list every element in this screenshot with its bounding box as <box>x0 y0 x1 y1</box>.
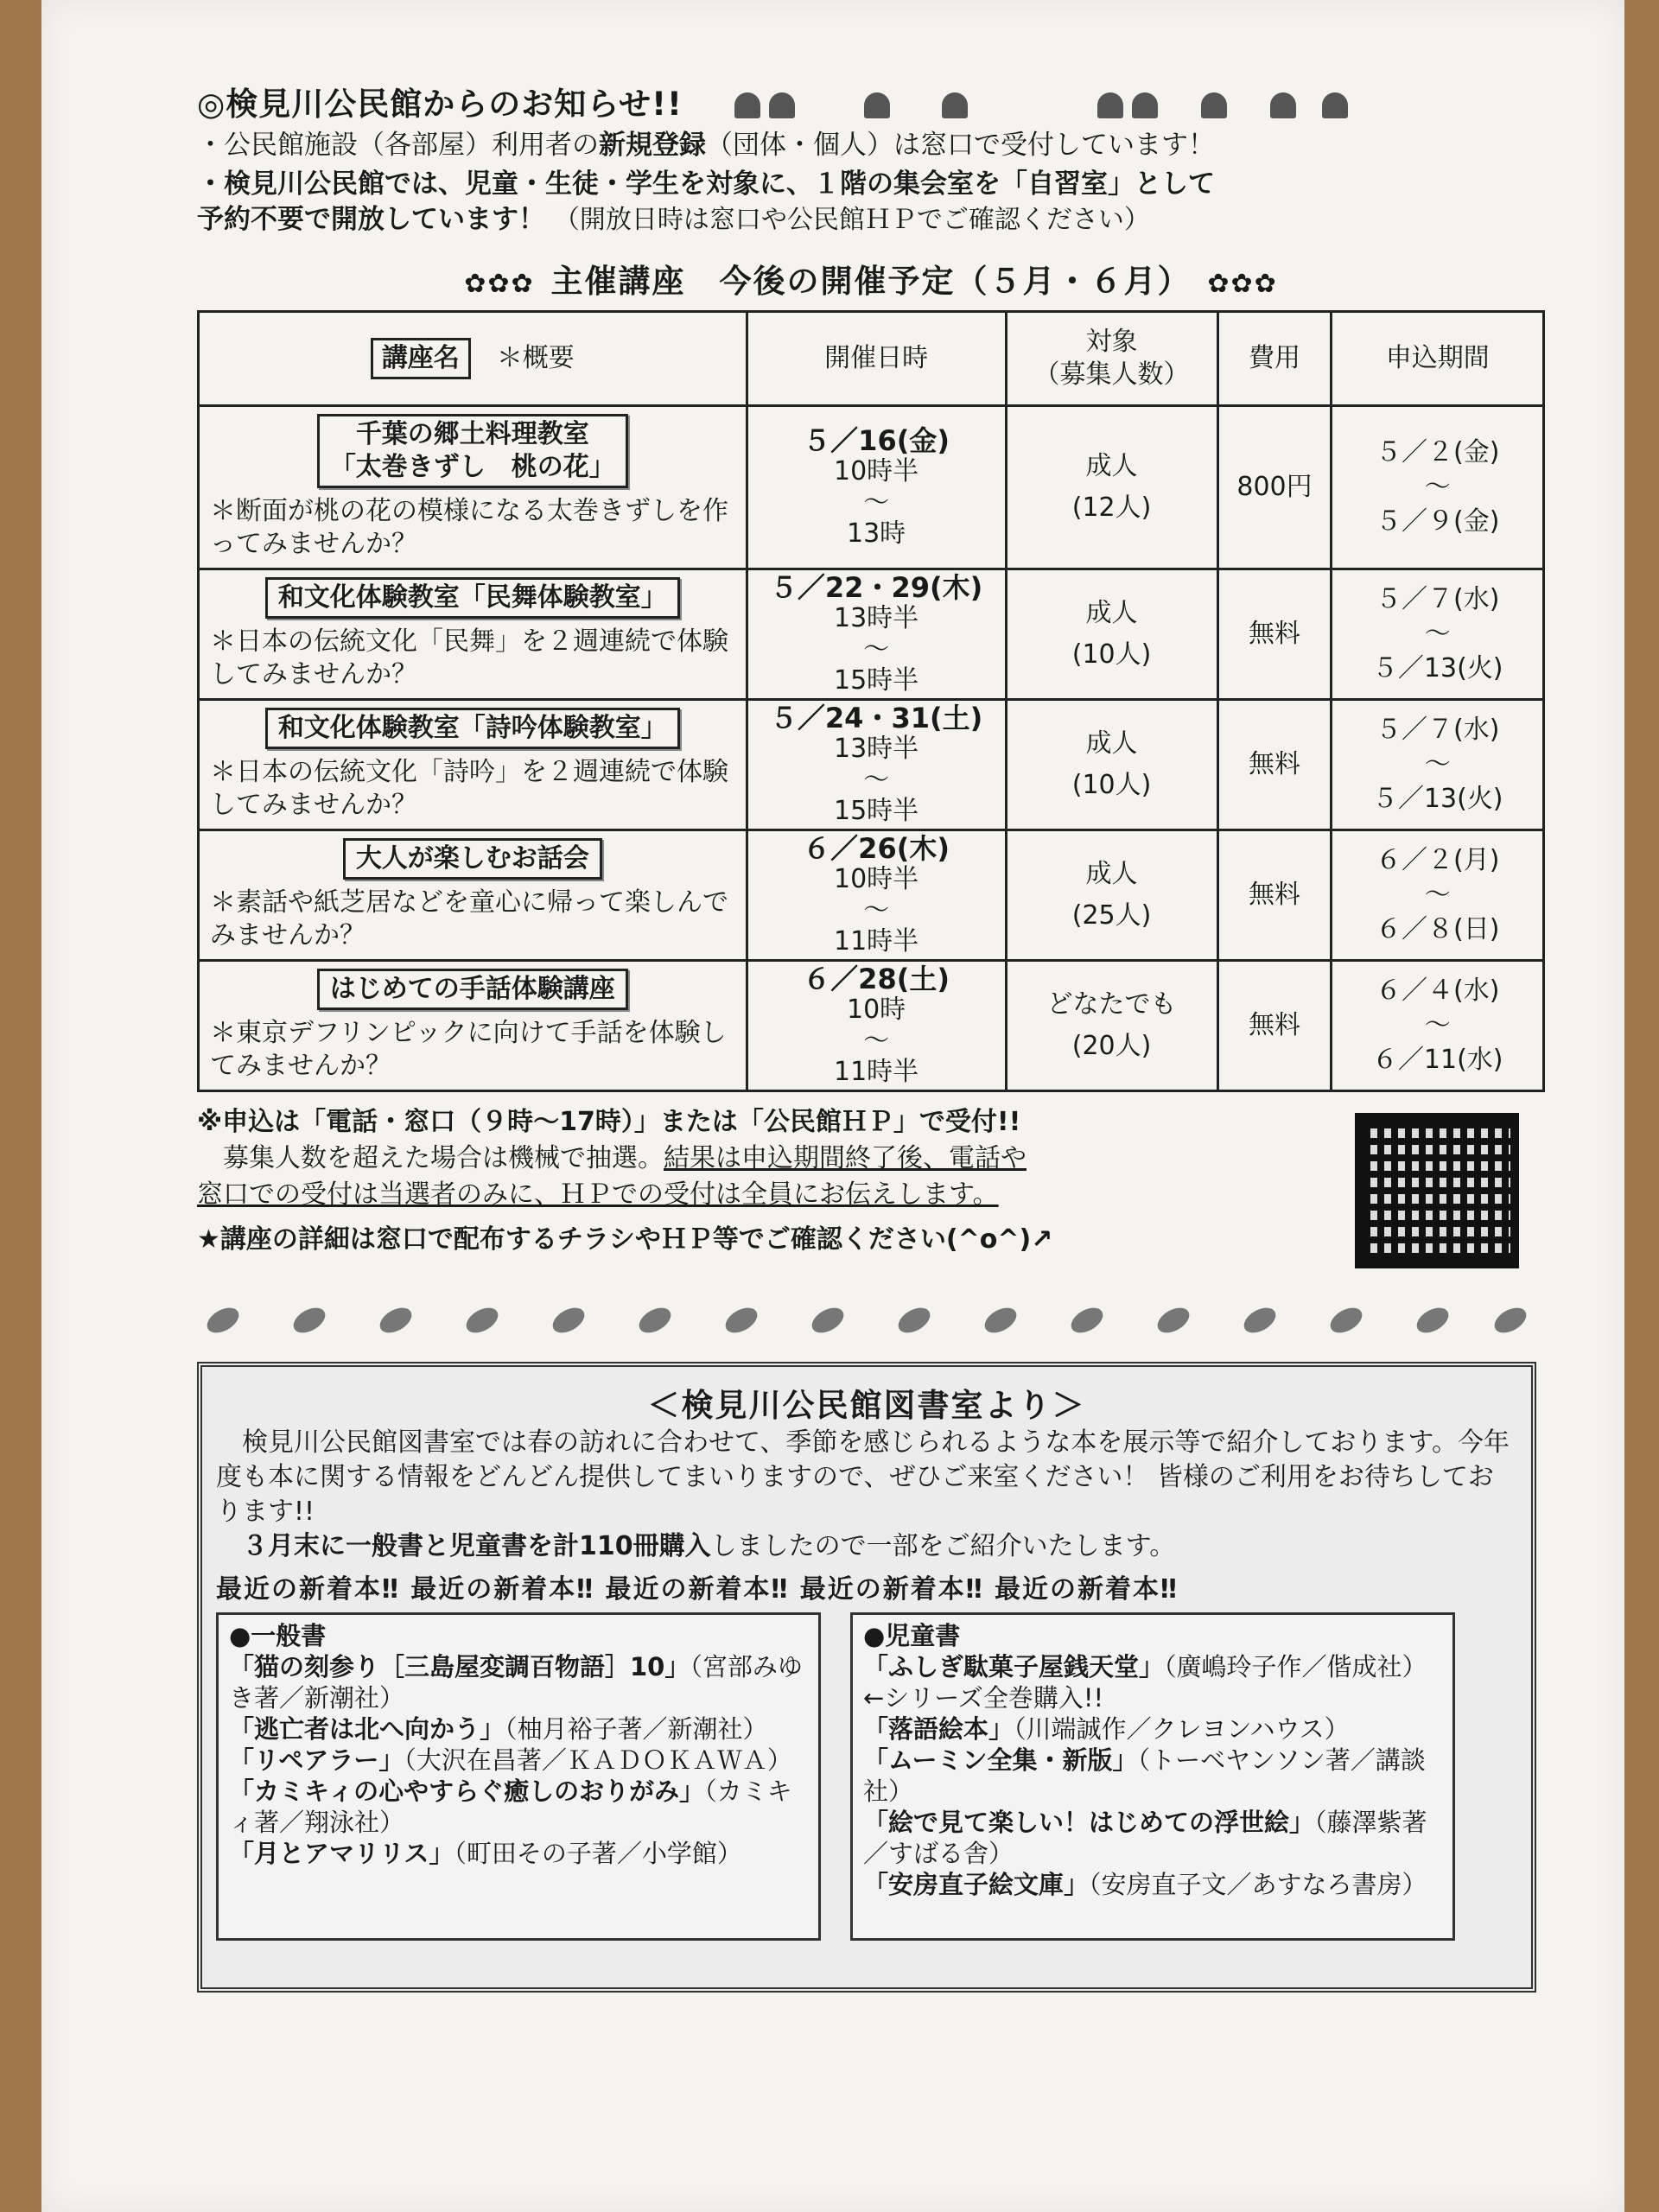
period-end: ５／13(火) <box>1371 784 1503 814</box>
flower-icon: ✿✿✿ <box>1207 269 1278 299</box>
children-books-heading: ●児童書 <box>863 1621 961 1650</box>
time-separator: 〜 <box>863 765 890 795</box>
book-item <box>229 1745 808 1776</box>
table-header-row <box>199 312 1544 406</box>
book-item <box>229 1776 808 1838</box>
library-purchase-bold: ３月末に一般書と児童書を計110冊購入 <box>242 1531 711 1561</box>
course-description: ＊日本の伝統文化「民舞」を２週連続で体験してみませんか？ <box>210 626 728 690</box>
start-time: 13時半 <box>833 734 919 764</box>
notice-content <box>197 78 1545 1993</box>
target-audience: 成人 <box>1085 728 1138 759</box>
book-info: （町田その子著／小学館） <box>454 1839 742 1868</box>
schedule-title <box>197 255 1545 302</box>
period-cell <box>1332 700 1544 830</box>
leaf-border-decoration <box>197 1293 1545 1353</box>
book-info: （安房直子文／あすなろ書房） <box>1089 1870 1427 1899</box>
book-title: 「リペアラー」 <box>229 1745 404 1775</box>
course-cell <box>199 569 747 700</box>
target-cell <box>1006 406 1217 569</box>
library-purchase <box>216 1529 1517 1564</box>
book-item <box>229 1713 808 1745</box>
period-end: ５／13(火) <box>1371 653 1503 683</box>
course-name-box <box>265 577 680 619</box>
table-row <box>199 700 1544 830</box>
book-info: （藤澤紫著／すばる舎） <box>863 1808 1427 1868</box>
apply-line1 <box>197 1104 1545 1141</box>
course-cell <box>199 961 747 1091</box>
fee-cell: 無料 <box>1217 700 1332 830</box>
end-time: 13時 <box>846 518 906 549</box>
book-item <box>229 1838 808 1869</box>
fee-cell: 無料 <box>1217 830 1332 961</box>
book-title: 「逃亡者は北へ向かう」 <box>229 1714 505 1744</box>
end-time: 15時半 <box>833 665 919 696</box>
period-start: ５／７(水) <box>1375 584 1500 614</box>
tree-icon <box>734 92 760 118</box>
course-date: ６／28(土) <box>803 963 950 995</box>
header-row <box>197 78 1545 124</box>
apply-line1-text: ※申込は「電話・窓口（９時〜17時）」または「公民館ＨＰ」で受付!! <box>197 1107 1021 1137</box>
fee-cell: 無料 <box>1217 961 1332 1091</box>
date-cell <box>747 830 1006 961</box>
leaf-icon <box>203 1303 244 1338</box>
end-time: 15時半 <box>833 796 919 826</box>
course-description: ＊素話や紙芝居などを童心に帰って楽しんでみませんか？ <box>210 887 728 950</box>
start-time: 10時 <box>846 995 906 1025</box>
book-title: 「ふしぎ駄菓子屋銭天堂」 <box>863 1652 1165 1681</box>
course-name-line2: 「太巻きずし 桃の花」 <box>329 452 615 482</box>
fee-cell: 無料 <box>1217 569 1332 700</box>
target-audience: 成人 <box>1085 451 1138 481</box>
tree-decoration <box>717 84 1545 118</box>
leaf-icon <box>1240 1303 1281 1338</box>
course-name-box <box>317 414 628 488</box>
notice1-text-end: （団体・個人）は窓口で受付しています！ <box>706 130 1215 161</box>
date-cell <box>747 700 1006 830</box>
course-description: ＊東京デフリンピックに向けて手話を体験してみませんか？ <box>210 1018 727 1081</box>
table-row <box>199 830 1544 961</box>
header-course-label: 講座名 <box>371 338 471 379</box>
period-separator: 〜 <box>1424 1010 1451 1040</box>
schedule-title-text: 主催講座 今後の開催予定（５月・６月） <box>550 263 1192 300</box>
paper-sheet <box>41 0 1624 2212</box>
tree-icon <box>942 92 968 118</box>
schedule-table <box>197 310 1545 1092</box>
capacity: (12人) <box>1071 493 1152 523</box>
book-title: 「ムーミン全集・新版」 <box>863 1745 1138 1775</box>
book-title: 「安房直子絵文庫」 <box>863 1870 1090 1899</box>
leaf-icon <box>1413 1303 1453 1338</box>
general-books-heading: ●一般書 <box>229 1621 327 1650</box>
notice1-text: ・公民館施設（各部屋）利用者の <box>197 130 599 161</box>
target-cell <box>1006 961 1217 1091</box>
apply-line3 <box>197 1177 1545 1213</box>
library-intro: 検見川公民館図書室では春の訪れに合わせて、季節を感じられるような本を展示等で紹介しております。今年度も本に関する情報をどんどん提供してまいりますので、ぜひご来室ください！ 皆様のご利用をお待ちしております!! <box>216 1427 1510 1527</box>
book-info: （大沢在昌著／ＫＡＤＯＫＡＷＡ） <box>404 1745 792 1775</box>
capacity: (10人) <box>1071 770 1152 800</box>
book-title: 「カミキィの心やすらぐ癒しのおりがみ」 <box>229 1777 705 1806</box>
course-description: ＊日本の伝統文化「詩吟」を２週連続で体験してみませんか？ <box>210 757 728 820</box>
table-row <box>199 569 1544 700</box>
course-name <box>210 708 735 749</box>
book-info: （カミキィ著／翔泳社） <box>229 1777 792 1837</box>
capacity: (20人) <box>1071 1031 1152 1061</box>
period-start: ５／２(金) <box>1375 437 1500 467</box>
apply-line4-text: ★講座の詳細は窓口で配布するチラシやＨＰ等でご確認ください(^o^)↗ <box>197 1224 1053 1255</box>
new-books-banner: 最近の新着本‼ 最近の新着本‼ 最近の新着本‼ 最近の新着本‼ 最近の新着本‼ <box>216 1574 1179 1605</box>
leaf-icon <box>1154 1303 1194 1338</box>
target-cell <box>1006 700 1217 830</box>
book-info: （川端誠作／クレヨンハウス） <box>1014 1714 1350 1744</box>
library-purchase-rest: しましたので一部をご紹介いたします。 <box>710 1531 1176 1561</box>
library-title: ＜検見川公民館図書室より＞ <box>647 1387 1086 1424</box>
book-info: （トーベヤンソン著／講談社） <box>863 1745 1426 1806</box>
library-section <box>197 1362 1536 1993</box>
book-title: 「月とアマリリス」 <box>229 1839 454 1868</box>
apply-line4 <box>197 1222 1545 1258</box>
target-cell <box>1006 830 1217 961</box>
course-cell <box>199 406 747 569</box>
period-end: ６／８(日) <box>1375 914 1500 944</box>
period-start: ６／４(水) <box>1375 976 1500 1006</box>
flower-icon: ✿✿✿ <box>464 269 535 299</box>
course-cell <box>199 830 747 961</box>
period-separator: 〜 <box>1424 619 1451 649</box>
course-name <box>210 838 735 880</box>
notice-study-room <box>197 167 1545 238</box>
book-item <box>229 1651 808 1713</box>
time-separator: 〜 <box>863 634 890 664</box>
tree-icon <box>1270 92 1296 118</box>
tree-icon <box>1132 92 1158 118</box>
tree-icon <box>1201 92 1227 118</box>
date-cell <box>747 569 1006 700</box>
header-target-label: 対象 <box>1085 327 1138 357</box>
start-time: 10時半 <box>833 456 919 486</box>
header-overview-label: ＊概要 <box>496 343 575 373</box>
apply-line2-text: 募集人数を超えた場合は機械で抽選。 <box>197 1143 664 1173</box>
target-audience: 成人 <box>1085 859 1138 889</box>
target-audience: どなたでも <box>1046 989 1177 1020</box>
start-time: 13時半 <box>833 603 919 633</box>
header-count-label: （募集人数） <box>1033 359 1190 390</box>
course-name-box <box>265 708 680 749</box>
header-period: 申込期間 <box>1332 312 1544 406</box>
header-date: 開催日時 <box>747 312 1006 406</box>
period-end: ５／９(金) <box>1375 506 1500 537</box>
leaf-icon <box>549 1303 589 1338</box>
capacity: (10人) <box>1071 639 1152 670</box>
period-cell <box>1332 406 1544 569</box>
header-fee: 費用 <box>1217 312 1332 406</box>
date-cell <box>747 961 1006 1091</box>
book-title: 「猫の刻参り［三島屋変調百物語］10」 <box>229 1652 690 1681</box>
leaf-icon <box>1491 1303 1531 1338</box>
time-separator: 〜 <box>863 895 890 925</box>
leaf-icon <box>894 1303 935 1338</box>
book-lists <box>216 1612 1517 1941</box>
book-item <box>863 1745 1442 1807</box>
table-row <box>199 961 1544 1091</box>
course-name-line1: はじめての手話体験講座 <box>329 974 615 1004</box>
time-separator: 〜 <box>863 1026 890 1056</box>
period-cell <box>1332 961 1544 1091</box>
tree-icon <box>1322 92 1348 118</box>
leaf-icon <box>289 1303 330 1338</box>
course-cell <box>199 700 747 830</box>
date-cell <box>747 406 1006 569</box>
fee-cell: 800円 <box>1217 406 1332 569</box>
target-audience: 成人 <box>1085 598 1138 628</box>
course-name-line1: 和文化体験教室「詩吟体験教室」 <box>277 713 667 743</box>
period-cell <box>1332 830 1544 961</box>
period-separator: 〜 <box>1424 472 1451 502</box>
period-cell <box>1332 569 1544 700</box>
period-start: ６／２(月) <box>1375 845 1500 875</box>
book-info: （廣嶋玲子作／偕成社）←シリーズ全巻購入!! <box>863 1652 1427 1713</box>
tree-icon <box>864 92 890 118</box>
end-time: 11時半 <box>833 1057 919 1087</box>
course-description: ＊断面が桃の花の模様になる太巻きずしを作ってみませんか？ <box>210 496 728 559</box>
notice2-line1: ・検見川公民館では、児童・生徒・学生を対象に、１階の集会室を「自習室」として <box>197 168 1215 200</box>
book-title: 「落語絵本」 <box>863 1714 1014 1744</box>
period-start: ５／７(水) <box>1375 715 1500 745</box>
apply-line2 <box>197 1141 1545 1177</box>
capacity: (25人) <box>1071 900 1152 931</box>
course-name <box>210 969 735 1010</box>
notice-registration <box>197 128 1545 163</box>
course-date: ５／16(金) <box>803 424 950 457</box>
book-item <box>863 1651 1442 1713</box>
table-row <box>199 406 1544 569</box>
book-item <box>863 1713 1442 1745</box>
qr-code[interactable] <box>1355 1113 1519 1268</box>
course-name-box <box>343 838 602 880</box>
book-title: 「絵で見て楽しい！はじめての浮世絵」 <box>863 1808 1315 1837</box>
course-name-line1: 和文化体験教室「民舞体験教室」 <box>277 582 667 613</box>
notice2-note: （開放日時は窓口や公民館ＨＰでご確認ください） <box>553 205 1150 235</box>
leaf-icon <box>635 1303 676 1338</box>
book-item <box>863 1807 1442 1869</box>
notice2-line2: 予約不要で開放しています！ <box>197 204 545 235</box>
apply-line3-text: 窓口での受付は当選者のみに、ＨＰでの受付は全員にお伝えします。 <box>197 1179 999 1210</box>
period-separator: 〜 <box>1424 749 1451 779</box>
leaf-icon <box>808 1303 849 1338</box>
general-books-box <box>216 1612 821 1941</box>
tree-icon <box>1097 92 1123 118</box>
leaf-icon <box>462 1303 503 1338</box>
book-item <box>863 1869 1442 1900</box>
header-course <box>199 312 747 406</box>
start-time: 10時半 <box>833 864 919 894</box>
leaf-icon <box>1067 1303 1108 1338</box>
children-books-box <box>850 1612 1455 1941</box>
header-target <box>1006 312 1217 406</box>
course-name <box>210 577 735 619</box>
course-date: ６／26(木) <box>803 832 950 865</box>
leaf-icon <box>721 1303 762 1338</box>
tree-icon <box>769 92 795 118</box>
application-info <box>197 1104 1545 1258</box>
course-name <box>210 414 735 488</box>
course-name-box <box>317 969 628 1010</box>
course-name-line1: 千葉の郷土料理教室 <box>355 419 589 449</box>
period-separator: 〜 <box>1424 880 1451 910</box>
target-cell <box>1006 569 1217 700</box>
notice1-bold: 新規登録 <box>599 130 706 161</box>
book-info: （柚月裕子著／新潮社） <box>505 1714 768 1744</box>
apply-line2-underlined: 結果は申込期間終了後、電話や <box>664 1143 1027 1173</box>
course-date: ５／24・31(土) <box>769 702 983 734</box>
page-title: ◎検見川公民館からのお知らせ!! <box>197 86 683 123</box>
course-name-line1: 大人が楽しむお話会 <box>355 843 589 874</box>
period-end: ６／11(水) <box>1371 1045 1503 1075</box>
end-time: 11時半 <box>833 926 919 957</box>
leaf-icon <box>376 1303 416 1338</box>
course-date: ５／22・29(木) <box>769 571 983 604</box>
leaf-icon <box>981 1303 1021 1338</box>
time-separator: 〜 <box>863 487 890 518</box>
book-info: （宮部みゆき著／新潮社） <box>229 1652 803 1713</box>
leaf-icon <box>1326 1303 1367 1338</box>
